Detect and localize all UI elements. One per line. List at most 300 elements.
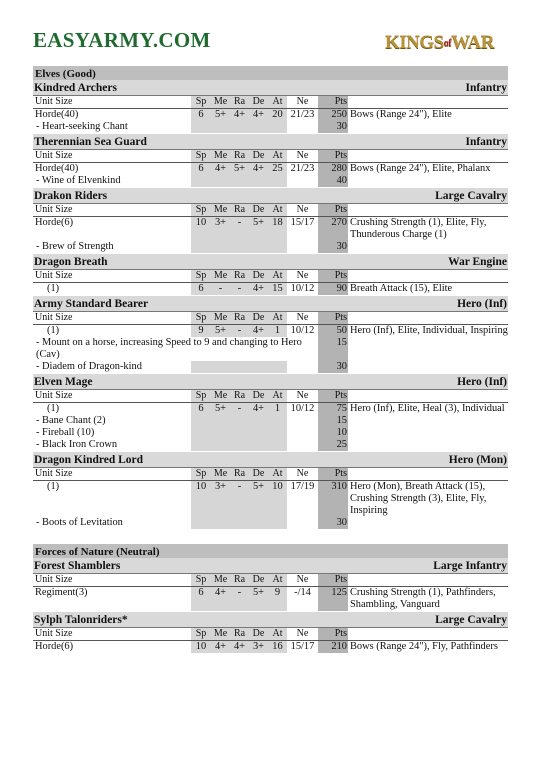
stat-blank bbox=[211, 415, 230, 427]
col-at: At bbox=[268, 468, 287, 480]
unit-block bbox=[33, 188, 508, 253]
stat-blank bbox=[191, 439, 211, 451]
option-name: - Mount on a horse, increasing Speed to 9 and changing to Hero (Cav) bbox=[36, 337, 302, 360]
col-de: De bbox=[249, 390, 268, 402]
col-special bbox=[348, 150, 508, 162]
col-de: De bbox=[249, 628, 268, 640]
stat-blank bbox=[268, 427, 287, 439]
stat-at: 10 bbox=[268, 481, 287, 517]
unit-block bbox=[33, 296, 508, 373]
unit-title-bar bbox=[33, 254, 508, 270]
unit-name: Dragon Breath bbox=[34, 255, 108, 268]
stat-me: 4+ bbox=[211, 163, 230, 175]
unit-title-bar bbox=[33, 80, 508, 96]
col-ne: Ne bbox=[296, 96, 309, 107]
special-rules: Breath Attack (15), Elite bbox=[350, 283, 453, 294]
stat-blank bbox=[191, 517, 211, 529]
stat-me: 3+ bbox=[211, 217, 230, 241]
option-name: - Wine of Elvenkind bbox=[36, 175, 121, 186]
unit-title-bar bbox=[33, 452, 508, 468]
stat-ra: - bbox=[230, 481, 249, 517]
col-pts: Pts bbox=[318, 390, 348, 402]
unit-name: Forest Shamblers bbox=[34, 559, 121, 572]
option-name: - Brew of Strength bbox=[36, 241, 114, 252]
stat-sp: 6 bbox=[191, 283, 211, 295]
stat-de: 5+ bbox=[249, 481, 268, 517]
unit-points: 280 bbox=[318, 163, 348, 175]
col-unit-size: Unit Size bbox=[35, 628, 73, 639]
column-header-row bbox=[33, 628, 508, 641]
stat-ra: - bbox=[230, 403, 249, 415]
unit-name: Elven Mage bbox=[34, 375, 93, 388]
stat-ne: 10/12 bbox=[290, 283, 315, 294]
unit-size: Horde(6) bbox=[35, 641, 74, 652]
army-gap bbox=[33, 530, 508, 544]
army-title: Forces of Nature (Neutral) bbox=[33, 544, 508, 558]
special-rules: Crushing Strength (1), Elite, Fly, Thunderous Charge (1) bbox=[350, 217, 487, 240]
unit-points: 210 bbox=[318, 641, 348, 653]
stat-blank bbox=[191, 427, 211, 439]
stat-blank bbox=[230, 517, 249, 529]
unit-title-bar bbox=[33, 188, 508, 204]
option-points: 10 bbox=[318, 427, 348, 439]
col-unit-size: Unit Size bbox=[35, 96, 73, 107]
col-ne: Ne bbox=[296, 390, 309, 401]
unit-size: Horde(40) bbox=[35, 163, 79, 174]
stat-de: 4+ bbox=[249, 109, 268, 121]
col-de: De bbox=[249, 204, 268, 216]
stat-blank bbox=[191, 175, 211, 187]
col-ne: Ne bbox=[296, 628, 309, 639]
col-pts: Pts bbox=[318, 574, 348, 586]
col-special bbox=[348, 96, 508, 108]
col-at: At bbox=[268, 96, 287, 108]
stat-blank bbox=[287, 121, 318, 133]
stat-blank bbox=[268, 361, 287, 373]
option-points: 30 bbox=[318, 517, 348, 529]
stat-blank bbox=[268, 439, 287, 451]
col-ne: Ne bbox=[296, 270, 309, 281]
col-ra: Ra bbox=[230, 628, 249, 640]
stat-blank bbox=[230, 439, 249, 451]
stat-ra: - bbox=[230, 587, 249, 611]
stat-ne: 10/12 bbox=[290, 403, 315, 414]
column-header-row bbox=[33, 270, 508, 283]
stat-blank bbox=[287, 241, 318, 253]
stat-blank bbox=[287, 415, 318, 427]
stat-blank bbox=[211, 241, 230, 253]
option-row bbox=[33, 121, 508, 133]
col-special bbox=[348, 312, 508, 324]
stat-blank bbox=[191, 121, 211, 133]
option-row bbox=[33, 337, 508, 361]
col-special bbox=[348, 628, 508, 640]
col-pts: Pts bbox=[318, 270, 348, 282]
stat-blank bbox=[230, 121, 249, 133]
option-row bbox=[33, 427, 508, 439]
stat-at: 1 bbox=[268, 325, 287, 337]
col-ra: Ra bbox=[230, 270, 249, 282]
unit-block bbox=[33, 452, 508, 529]
stat-blank bbox=[191, 415, 211, 427]
stat-me: 4+ bbox=[211, 641, 230, 653]
col-sp: Sp bbox=[191, 312, 211, 324]
col-at: At bbox=[268, 204, 287, 216]
option-spacer bbox=[348, 415, 508, 427]
stat-sp: 10 bbox=[191, 481, 211, 517]
stat-ra: - bbox=[230, 325, 249, 337]
col-me: Me bbox=[211, 204, 230, 216]
col-me: Me bbox=[211, 312, 230, 324]
col-special bbox=[348, 574, 508, 586]
option-name: - Heart-seeking Chant bbox=[36, 121, 128, 132]
unit-stat-row bbox=[33, 641, 508, 653]
unit-stat-row bbox=[33, 325, 508, 337]
option-spacer bbox=[348, 241, 508, 253]
stat-at: 18 bbox=[268, 217, 287, 241]
stat-sp: 9 bbox=[191, 325, 211, 337]
unit-stat-row bbox=[33, 109, 508, 121]
stat-sp: 10 bbox=[191, 641, 211, 653]
column-header-row bbox=[33, 574, 508, 587]
army-title: Elves (Good) bbox=[33, 66, 508, 80]
unit-title-bar bbox=[33, 374, 508, 390]
stat-ne: 17/19 bbox=[290, 481, 315, 492]
col-special bbox=[348, 468, 508, 480]
unit-block bbox=[33, 374, 508, 451]
special-rules: Hero (Inf), Elite, Heal (3), Individual bbox=[350, 403, 505, 414]
col-ra: Ra bbox=[230, 574, 249, 586]
stat-de: 5+ bbox=[249, 217, 268, 241]
stat-ra: 4+ bbox=[230, 109, 249, 121]
unit-title-bar bbox=[33, 134, 508, 150]
game-logo-of: of bbox=[443, 38, 452, 50]
column-header-row bbox=[33, 312, 508, 325]
col-at: At bbox=[268, 574, 287, 586]
unit-type: Infantry bbox=[465, 135, 507, 148]
col-pts: Pts bbox=[318, 628, 348, 640]
col-pts: Pts bbox=[318, 312, 348, 324]
stat-de: 4+ bbox=[249, 163, 268, 175]
unit-size: Regiment(3) bbox=[35, 587, 88, 598]
option-name: - Fireball (10) bbox=[36, 427, 95, 438]
stat-blank bbox=[287, 427, 318, 439]
option-points: 30 bbox=[318, 361, 348, 373]
col-sp: Sp bbox=[191, 390, 211, 402]
col-pts: Pts bbox=[318, 468, 348, 480]
game-logo-pre: KINGS bbox=[385, 32, 444, 53]
unit-type: Large Infantry bbox=[433, 559, 507, 572]
option-row bbox=[33, 241, 508, 253]
stat-ne: 10/12 bbox=[290, 325, 315, 336]
unit-stat-row bbox=[33, 283, 508, 295]
unit-name: Dragon Kindred Lord bbox=[34, 453, 144, 466]
special-rules: Hero (Mon), Breath Attack (15), Crushing Strength (3), Elite, Fly, Inspiring bbox=[350, 481, 487, 516]
stat-blank bbox=[249, 121, 268, 133]
col-de: De bbox=[249, 574, 268, 586]
stat-at: 16 bbox=[268, 641, 287, 653]
unit-name: Army Standard Bearer bbox=[34, 297, 149, 310]
col-me: Me bbox=[211, 150, 230, 162]
stat-at: 9 bbox=[268, 587, 287, 611]
col-me: Me bbox=[211, 390, 230, 402]
stat-ne: -/14 bbox=[294, 587, 311, 598]
unit-size: (1) bbox=[47, 283, 60, 294]
col-ra: Ra bbox=[230, 204, 249, 216]
col-unit-size: Unit Size bbox=[35, 270, 73, 281]
col-unit-size: Unit Size bbox=[35, 468, 73, 479]
stat-de: 4+ bbox=[249, 325, 268, 337]
stat-sp: 6 bbox=[191, 587, 211, 611]
page-header bbox=[0, 0, 539, 66]
stat-blank bbox=[211, 121, 230, 133]
unit-size: (1) bbox=[47, 325, 60, 336]
stat-blank bbox=[249, 427, 268, 439]
special-rules: Bows (Range 24"), Elite, Phalanx bbox=[350, 163, 491, 174]
option-row bbox=[33, 175, 508, 187]
stat-blank bbox=[249, 175, 268, 187]
stat-sp: 6 bbox=[191, 403, 211, 415]
col-sp: Sp bbox=[191, 150, 211, 162]
col-at: At bbox=[268, 390, 287, 402]
col-at: At bbox=[268, 150, 287, 162]
stat-me: 5+ bbox=[211, 109, 230, 121]
col-sp: Sp bbox=[191, 270, 211, 282]
unit-stat-row bbox=[33, 403, 508, 415]
stat-de: 3+ bbox=[249, 641, 268, 653]
option-points: 40 bbox=[318, 175, 348, 187]
stat-ne: 21/23 bbox=[290, 163, 315, 174]
col-unit-size: Unit Size bbox=[35, 390, 73, 401]
col-ne: Ne bbox=[296, 150, 309, 161]
unit-block bbox=[33, 558, 508, 611]
unit-type: Large Cavalry bbox=[435, 189, 507, 202]
col-sp: Sp bbox=[191, 96, 211, 108]
option-spacer bbox=[348, 427, 508, 439]
unit-name: Sylph Talonriders* bbox=[34, 613, 128, 626]
col-me: Me bbox=[211, 96, 230, 108]
unit-title-bar bbox=[33, 296, 508, 312]
stat-ra: 4+ bbox=[230, 641, 249, 653]
col-de: De bbox=[249, 468, 268, 480]
option-name: - Boots of Levitation bbox=[36, 517, 123, 528]
col-de: De bbox=[249, 96, 268, 108]
column-header-row bbox=[33, 96, 508, 109]
col-sp: Sp bbox=[191, 628, 211, 640]
column-header-row bbox=[33, 204, 508, 217]
stat-blank bbox=[211, 427, 230, 439]
col-de: De bbox=[249, 312, 268, 324]
option-row bbox=[33, 361, 508, 373]
stat-at: 15 bbox=[268, 283, 287, 295]
option-name: - Bane Chant (2) bbox=[36, 415, 106, 426]
column-header-row bbox=[33, 468, 508, 481]
stat-blank bbox=[249, 517, 268, 529]
col-de: De bbox=[249, 150, 268, 162]
stat-ne: 15/17 bbox=[290, 217, 315, 228]
stat-me: 4+ bbox=[211, 587, 230, 611]
unit-points: 310 bbox=[318, 481, 348, 517]
unit-size: Horde(40) bbox=[35, 109, 79, 120]
stat-ne: 21/23 bbox=[290, 109, 315, 120]
stat-at: 1 bbox=[268, 403, 287, 415]
col-unit-size: Unit Size bbox=[35, 204, 73, 215]
option-spacer bbox=[348, 439, 508, 451]
stat-de: 4+ bbox=[249, 283, 268, 295]
unit-type: Hero (Inf) bbox=[457, 375, 507, 388]
col-pts: Pts bbox=[318, 150, 348, 162]
stat-me: 5+ bbox=[211, 403, 230, 415]
col-special bbox=[348, 270, 508, 282]
stat-blank bbox=[287, 517, 318, 529]
col-de: De bbox=[249, 270, 268, 282]
col-sp: Sp bbox=[191, 468, 211, 480]
stat-blank bbox=[191, 361, 211, 373]
col-ra: Ra bbox=[230, 96, 249, 108]
unit-stat-row bbox=[33, 587, 508, 611]
col-at: At bbox=[268, 628, 287, 640]
col-at: At bbox=[268, 312, 287, 324]
col-special bbox=[348, 390, 508, 402]
stat-sp: 6 bbox=[191, 109, 211, 121]
unit-stat-row bbox=[33, 217, 508, 241]
game-logo-post: WAR bbox=[451, 32, 494, 53]
unit-points: 125 bbox=[318, 587, 348, 611]
stat-blank bbox=[211, 361, 230, 373]
site-logo[interactable]: EASYARMY.COM bbox=[33, 28, 211, 52]
stat-blank bbox=[211, 439, 230, 451]
special-rules: Crushing Strength (1), Pathfinders, Shambling, Vanguard bbox=[350, 587, 496, 610]
stat-blank bbox=[230, 427, 249, 439]
option-points: 15 bbox=[318, 415, 348, 427]
option-row bbox=[33, 415, 508, 427]
option-spacer bbox=[348, 517, 508, 529]
unit-title-bar bbox=[33, 612, 508, 628]
unit-type: Infantry bbox=[465, 81, 507, 94]
special-rules: Bows (Range 24"), Fly, Pathfinders bbox=[350, 641, 498, 652]
unit-name: Drakon Riders bbox=[34, 189, 108, 202]
col-me: Me bbox=[211, 468, 230, 480]
special-rules: Hero (Inf), Elite, Individual, Inspiring bbox=[350, 325, 508, 336]
col-ne: Ne bbox=[296, 204, 309, 215]
option-spacer bbox=[348, 121, 508, 133]
unit-points: 75 bbox=[318, 403, 348, 415]
unit-size: Horde(6) bbox=[35, 217, 74, 228]
stat-blank bbox=[211, 175, 230, 187]
stat-blank bbox=[211, 517, 230, 529]
stat-blank bbox=[287, 439, 318, 451]
column-header-row bbox=[33, 150, 508, 163]
unit-stat-row bbox=[33, 481, 508, 517]
unit-points: 90 bbox=[318, 283, 348, 295]
col-pts: Pts bbox=[318, 96, 348, 108]
stat-blank bbox=[268, 517, 287, 529]
stat-ra: - bbox=[230, 217, 249, 241]
option-points: 25 bbox=[318, 439, 348, 451]
army-list bbox=[33, 66, 508, 654]
unit-points: 50 bbox=[318, 325, 348, 337]
stat-blank bbox=[230, 175, 249, 187]
option-row bbox=[33, 517, 508, 529]
col-special bbox=[348, 204, 508, 216]
stat-ra: 5+ bbox=[230, 163, 249, 175]
stat-de: 5+ bbox=[249, 587, 268, 611]
unit-stat-row bbox=[33, 163, 508, 175]
unit-points: 270 bbox=[318, 217, 348, 241]
stat-me: 5+ bbox=[211, 325, 230, 337]
stat-blank bbox=[249, 241, 268, 253]
stat-ne: 15/17 bbox=[290, 641, 315, 652]
col-unit-size: Unit Size bbox=[35, 312, 73, 323]
special-rules: Bows (Range 24"), Elite bbox=[350, 109, 452, 120]
col-unit-size: Unit Size bbox=[35, 150, 73, 161]
unit-type: War Engine bbox=[448, 255, 507, 268]
option-row bbox=[33, 439, 508, 451]
unit-points: 250 bbox=[318, 109, 348, 121]
col-me: Me bbox=[211, 574, 230, 586]
col-me: Me bbox=[211, 628, 230, 640]
stat-blank bbox=[230, 241, 249, 253]
stat-blank bbox=[268, 121, 287, 133]
stat-blank bbox=[268, 415, 287, 427]
option-spacer bbox=[348, 175, 508, 187]
col-ne: Ne bbox=[296, 574, 309, 585]
stat-blank bbox=[249, 361, 268, 373]
unit-block bbox=[33, 612, 508, 653]
unit-type: Hero (Inf) bbox=[457, 297, 507, 310]
stat-ra: - bbox=[230, 283, 249, 295]
stat-blank bbox=[249, 415, 268, 427]
col-unit-size: Unit Size bbox=[35, 574, 73, 585]
column-header-row bbox=[33, 390, 508, 403]
unit-type: Hero (Mon) bbox=[448, 453, 507, 466]
col-pts: Pts bbox=[318, 204, 348, 216]
unit-block bbox=[33, 134, 508, 187]
col-ne: Ne bbox=[296, 468, 309, 479]
stat-at: 25 bbox=[268, 163, 287, 175]
stat-me: 3+ bbox=[211, 481, 230, 517]
option-spacer bbox=[348, 361, 508, 373]
stat-blank bbox=[268, 241, 287, 253]
col-at: At bbox=[268, 270, 287, 282]
unit-block bbox=[33, 80, 508, 133]
option-points: 15 bbox=[318, 337, 348, 361]
stat-blank bbox=[287, 175, 318, 187]
unit-name: Kindred Archers bbox=[34, 81, 117, 94]
col-ne: Ne bbox=[296, 312, 309, 323]
stat-at: 20 bbox=[268, 109, 287, 121]
unit-title-bar bbox=[33, 558, 508, 574]
stat-blank bbox=[230, 415, 249, 427]
stat-de: 4+ bbox=[249, 403, 268, 415]
stat-blank bbox=[287, 361, 318, 373]
unit-type: Large Cavalry bbox=[435, 613, 507, 626]
col-ra: Ra bbox=[230, 150, 249, 162]
unit-size: (1) bbox=[47, 481, 60, 492]
stat-sp: 6 bbox=[191, 163, 211, 175]
option-points: 30 bbox=[318, 121, 348, 133]
unit-name: Therennian Sea Guard bbox=[34, 135, 147, 148]
option-spacer bbox=[348, 337, 508, 361]
col-me: Me bbox=[211, 270, 230, 282]
col-ra: Ra bbox=[230, 312, 249, 324]
game-logo bbox=[385, 32, 494, 54]
option-name: - Diadem of Dragon-kind bbox=[36, 361, 142, 372]
unit-block bbox=[33, 254, 508, 295]
col-ra: Ra bbox=[230, 468, 249, 480]
stat-sp: 10 bbox=[191, 217, 211, 241]
col-sp: Sp bbox=[191, 204, 211, 216]
